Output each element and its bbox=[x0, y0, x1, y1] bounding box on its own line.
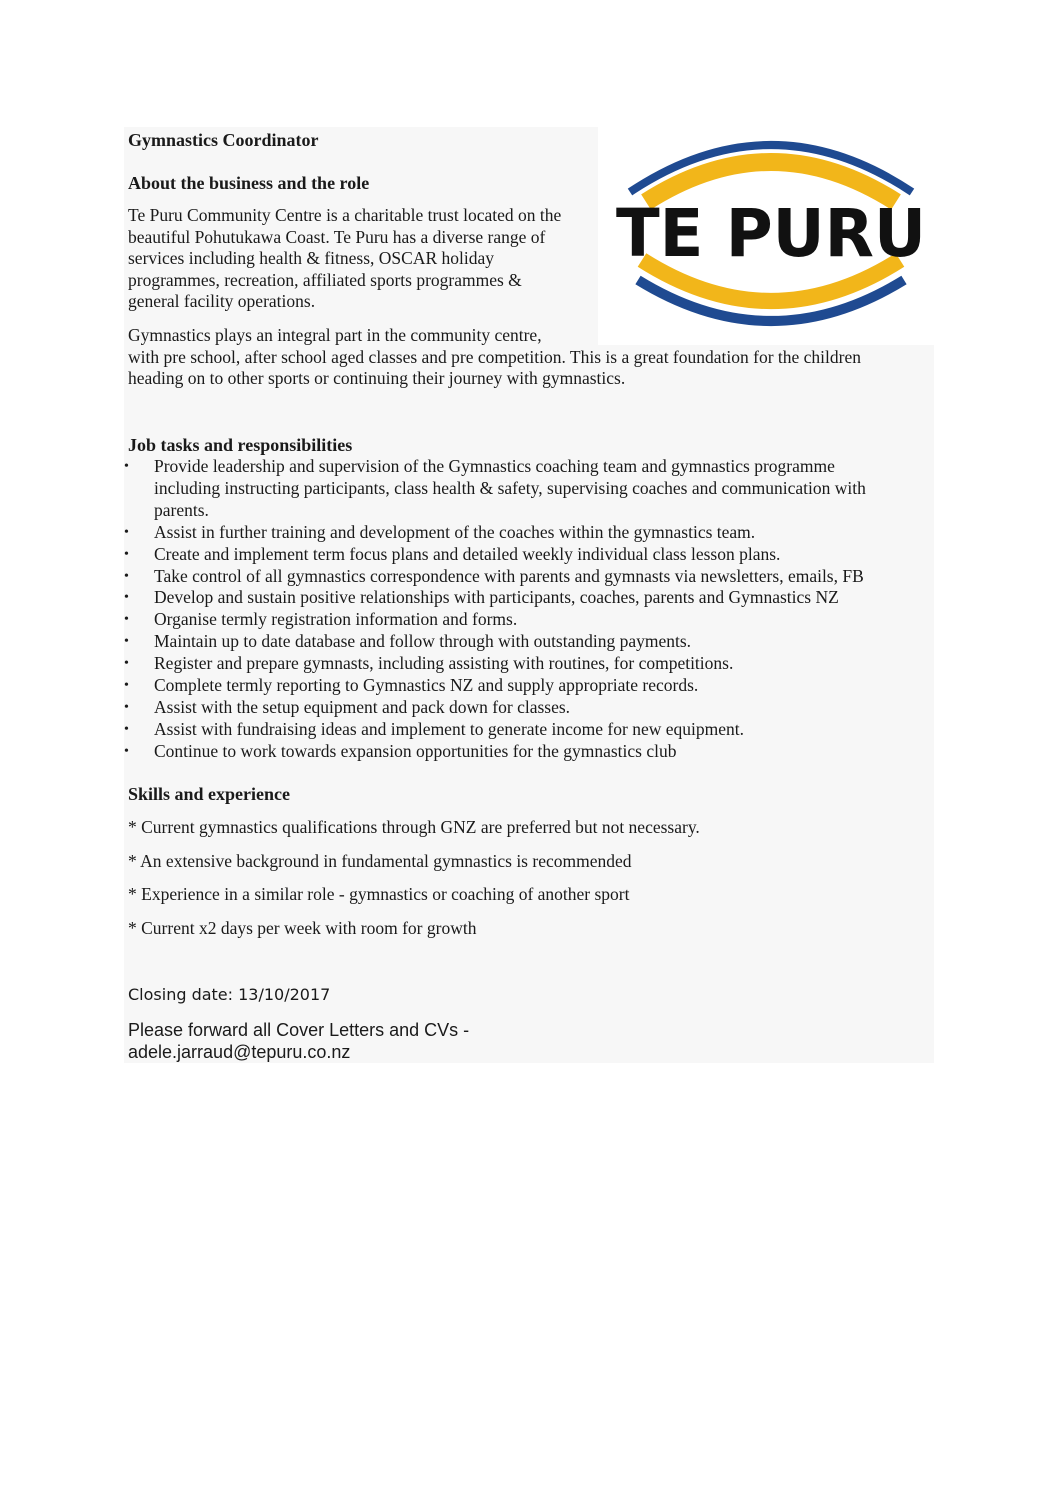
bullet-icon: • bbox=[124, 612, 129, 628]
task-item bbox=[120, 653, 866, 675]
bullet-icon: • bbox=[124, 656, 129, 672]
bullet-icon: • bbox=[124, 743, 129, 759]
bullet-icon: • bbox=[124, 678, 129, 694]
gymnastics-paragraph bbox=[128, 325, 861, 390]
bullet-icon: • bbox=[124, 546, 129, 562]
skill-item: * An extensive background in fundamental gymnastics is recommended bbox=[128, 851, 632, 871]
bullet-icon: • bbox=[124, 721, 129, 737]
task-text: Provide leadership and supervision of the Gymnastics coaching team and gymnastics programme bbox=[154, 456, 835, 476]
task-item bbox=[120, 609, 866, 631]
bullet-icon: • bbox=[124, 634, 129, 650]
intro-paragraph bbox=[128, 205, 561, 313]
task-text: Assist in further training and development of the coaches within the gymnastics team. bbox=[154, 521, 756, 542]
task-text: Continue to work towards expansion opportunities for the gymnastics club bbox=[154, 740, 677, 761]
bullet-icon: • bbox=[124, 568, 129, 584]
about-heading: About the business and the role bbox=[128, 173, 370, 193]
skills-heading: Skills and experience bbox=[128, 784, 291, 804]
task-item bbox=[120, 675, 866, 697]
task-text: Develop and sustain positive relationships with participants, coaches, parents and Gymnastics NZ bbox=[154, 587, 839, 608]
task-item-continuation bbox=[120, 500, 866, 522]
skill-item: * Current gymnastics qualifications through GNZ are preferred but not necessary. bbox=[128, 817, 700, 837]
task-item bbox=[120, 587, 866, 609]
forward-line: Please forward all Cover Letters and CVs - bbox=[128, 1020, 470, 1040]
task-text: Maintain up to date database and follow through with outstanding payments. bbox=[154, 631, 692, 652]
skill-item: * Experience in a similar role - gymnastics or coaching of another sport bbox=[128, 884, 630, 904]
te-puru-logo bbox=[606, 130, 936, 330]
logo-text: TE PURU bbox=[616, 195, 926, 272]
tasks-heading: Job tasks and responsibilities bbox=[128, 435, 353, 455]
gymnastics-line: heading on to other sports or continuing their journey with gymnastics. bbox=[128, 368, 626, 389]
document-title: Gymnastics Coordinator bbox=[128, 130, 319, 150]
task-text: Assist with fundraising ideas and implement to generate income for new equipment. bbox=[154, 718, 744, 739]
intro-line: beautiful Pohutukawa Coast. Te Puru has a diverse range of bbox=[128, 226, 546, 247]
bullet-icon: • bbox=[124, 459, 129, 474]
tasks-list bbox=[120, 456, 866, 763]
task-item bbox=[120, 719, 866, 741]
intro-line: general facility operations. bbox=[128, 291, 316, 312]
task-text: Assist with the setup equipment and pack down for classes. bbox=[154, 696, 571, 717]
closing-date: Closing date: 13/10/2017 bbox=[128, 985, 331, 1004]
intro-line: services including health & fitness, OSCAR holiday bbox=[128, 248, 494, 269]
gymnastics-line: with pre school, after school aged classes and pre competition. This is a great foundation for the children bbox=[128, 346, 862, 367]
task-item bbox=[120, 522, 866, 544]
task-text: Create and implement term focus plans and detailed weekly individual class lesson plans. bbox=[154, 543, 781, 564]
skill-item: * Current x2 days per week with room for growth bbox=[128, 918, 477, 938]
gymnastics-line: Gymnastics plays an integral part in the community centre, bbox=[128, 325, 542, 345]
task-text: Take control of all gymnastics correspondence with parents and gymnasts via newsletters, emails, FB bbox=[154, 565, 864, 586]
task-item bbox=[120, 697, 866, 719]
task-text: Register and prepare gymnasts, including assisting with routines, for competitions. bbox=[154, 653, 734, 674]
task-text: Complete termly reporting to Gymnastics NZ and supply appropriate records. bbox=[154, 675, 699, 696]
bullet-icon: • bbox=[124, 699, 129, 715]
task-text: Organise termly registration information and forms. bbox=[154, 609, 518, 630]
task-item bbox=[120, 741, 866, 763]
task-item bbox=[120, 631, 866, 653]
forward-instructions bbox=[128, 1019, 469, 1063]
intro-line: programmes, recreation, affiliated sports programmes & bbox=[128, 269, 522, 290]
task-text: parents. bbox=[154, 499, 209, 520]
task-item bbox=[120, 544, 866, 566]
task-item bbox=[120, 456, 866, 478]
intro-line: Te Puru Community Centre is a charitable trust located on the bbox=[128, 205, 562, 225]
task-text: including instructing participants, class health & safety, supervising coaches and communication with bbox=[154, 477, 866, 498]
task-item bbox=[120, 566, 866, 588]
contact-email: adele.jarraud@tepuru.co.nz bbox=[128, 1042, 351, 1062]
bullet-icon: • bbox=[124, 590, 129, 606]
task-item-continuation bbox=[120, 478, 866, 500]
bullet-icon: • bbox=[124, 524, 129, 540]
